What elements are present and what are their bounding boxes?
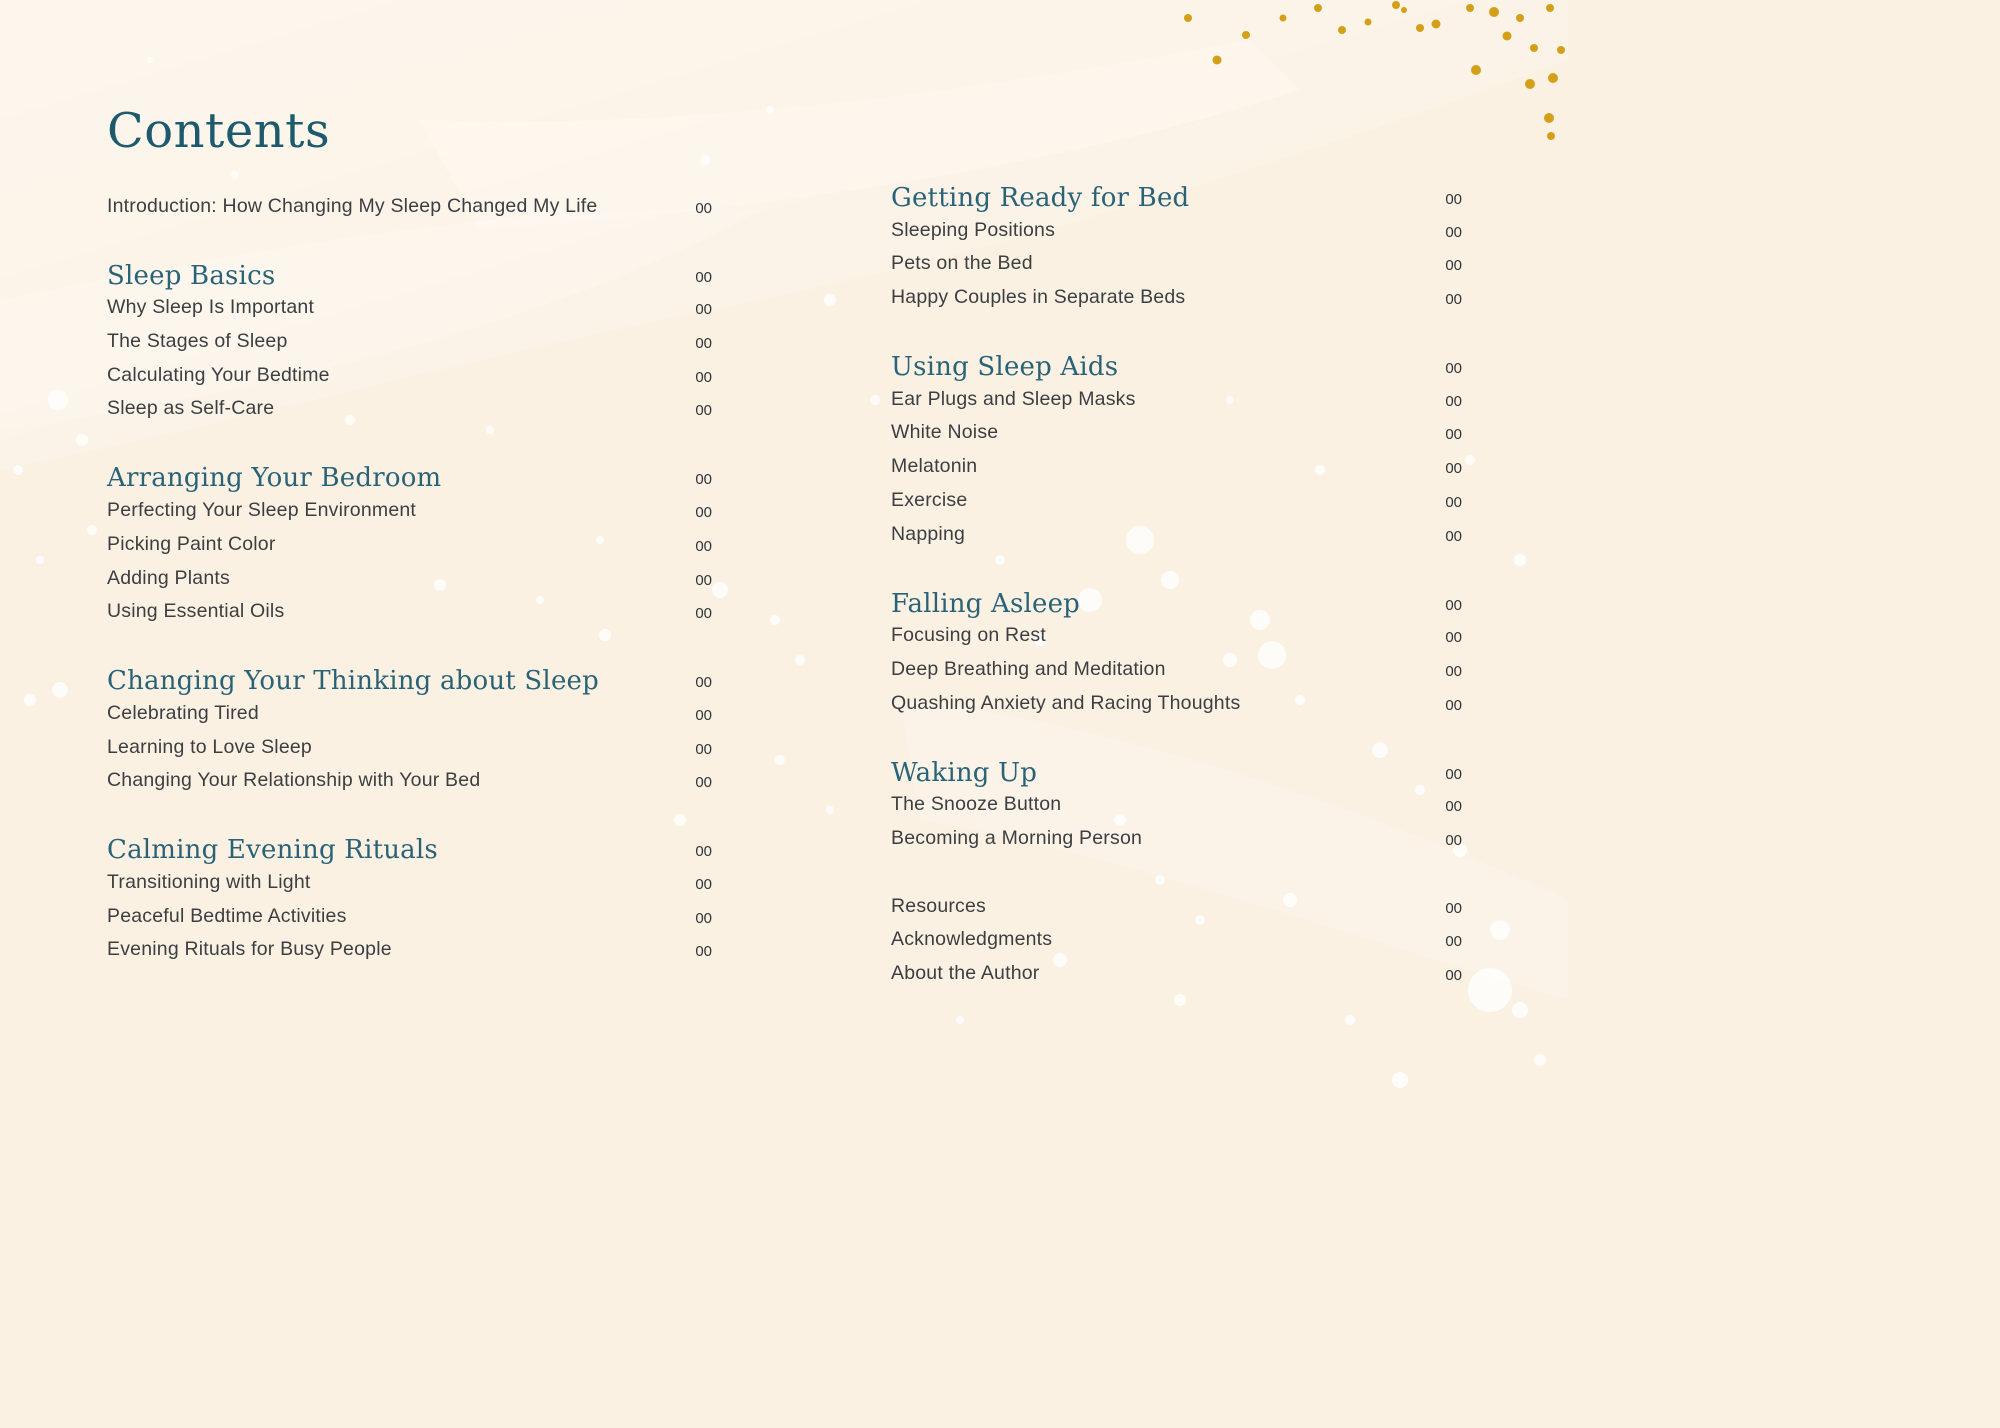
section-title: Changing Your Thinking about Sleep [107,666,599,697]
gold-dot [1548,73,1558,83]
entry-title: Peaceful Bedtime Activities [107,904,347,927]
splatter-dot [87,525,97,535]
gold-dot [1432,20,1441,29]
gold-dot [1471,65,1481,75]
splatter-dot [1514,554,1526,566]
splatter-dot [956,1016,964,1024]
section-title: Waking Up [891,757,1038,788]
entry-title: Adding Plants [107,566,230,589]
page-number: 00 [695,605,712,623]
gold-dot [1242,31,1250,39]
toc-entry[interactable] [891,450,1462,484]
splatter-dot [1345,1015,1355,1025]
splatter-dot [795,655,805,665]
page-number: 00 [1445,831,1462,849]
toc-entry[interactable] [891,214,1462,248]
entry-title: Napping [891,522,966,545]
splatter-dot [775,755,785,765]
page-number: 00 [695,843,712,861]
page-number: 00 [695,909,712,927]
entry-title: The Stages of Sleep [107,330,288,353]
splatter-dot [824,294,836,306]
toc-entry[interactable] [107,934,712,968]
entry-title: Quashing Anxiety and Racing Thoughts [891,691,1241,714]
page-number: 00 [695,774,712,792]
section-spacer [891,552,1462,586]
gold-dot [1416,24,1424,32]
entry-title: Transitioning with Light [107,870,311,893]
splatter-dot [1534,1054,1546,1066]
toc-entry[interactable] [891,383,1462,417]
page-number: 00 [1445,899,1462,917]
section-spacer [891,315,1462,349]
page-number: 00 [1445,460,1462,478]
page-number: 00 [1445,392,1462,410]
page-number: 00 [1445,291,1462,309]
splatter-dot [48,390,68,410]
toc-entry[interactable] [891,620,1462,654]
toc-entry[interactable] [107,190,712,224]
page-number: 00 [695,368,712,386]
toc-entry[interactable] [891,417,1462,451]
entry-title: Ear Plugs and Sleep Masks [891,387,1136,410]
entry-title: Learning to Love Sleep [107,735,312,758]
entry-title: Exercise [891,488,968,511]
page-number: 00 [695,943,712,961]
splatter-dot [770,615,780,625]
entry-title: Perfecting Your Sleep Environment [107,499,417,522]
toc-section-heading[interactable] [891,349,1462,383]
splatter-dot [13,465,23,475]
gold-dot [1280,15,1287,22]
toc-entry[interactable] [107,866,712,900]
toc-entry[interactable] [107,292,712,326]
toc-entry[interactable] [891,281,1462,315]
toc-entry[interactable] [891,924,1462,958]
splatter-dot [766,106,774,114]
toc-section-heading[interactable] [107,258,712,292]
section-spacer [107,426,712,460]
toc-entry[interactable] [891,518,1462,552]
page-number: 00 [695,335,712,353]
page-number: 00 [1445,662,1462,680]
toc-entry[interactable] [891,248,1462,282]
gold-dot [1401,7,1407,13]
page-number: 00 [1445,257,1462,275]
entry-title: Sleep as Self-Care [107,397,275,420]
gold-dot [1516,14,1524,22]
gold-dot [1184,14,1192,22]
entry-title: Why Sleep Is Important [107,296,315,319]
splatter-dot [76,434,88,446]
section-spacer [891,856,1462,890]
page-number: 00 [695,674,712,692]
gold-dot [1213,56,1222,65]
toc-entry[interactable] [107,494,712,528]
splatter-dot [1490,920,1510,940]
gold-dot [1314,4,1322,12]
toc-section-heading[interactable] [107,460,712,494]
page-number: 00 [1445,223,1462,241]
gold-dot [1503,32,1512,41]
gold-dot [1557,46,1565,54]
splatter-dot [826,806,834,814]
section-title: Falling Asleep [891,588,1081,619]
toc-entry[interactable] [107,393,712,427]
toc-entry[interactable] [891,822,1462,856]
toc-entry[interactable] [891,957,1462,991]
toc-entry[interactable] [107,697,712,731]
toc-section-heading[interactable] [891,755,1462,789]
toc-right-column [891,180,1462,991]
splatter-dot [52,682,68,698]
section-spacer [891,721,1462,755]
splatter-dot [1174,994,1186,1006]
toc-section-heading[interactable] [891,180,1462,214]
entry-title: About the Author [891,962,1040,984]
page-number: 00 [695,740,712,758]
toc-entry[interactable] [891,484,1462,518]
entry-title: Pets on the Bed [891,252,1033,275]
page-number: 00 [1445,798,1462,816]
splatter-dot [1465,455,1475,465]
toc-section-heading[interactable] [107,832,712,866]
page-number: 00 [695,504,712,522]
entry-title: White Noise [891,421,999,444]
entry-title: Sleeping Positions [891,218,1056,241]
gold-dot [1365,19,1372,26]
toc-entry[interactable] [107,765,712,799]
page-number: 00 [695,301,712,319]
page-number: 00 [695,402,712,420]
entry-title: The Snooze Button [891,793,1062,816]
entry-title: Evening Rituals for Busy People [107,938,392,961]
splatter-dot [712,582,728,598]
section-spacer [107,798,712,832]
page-number: 00 [1445,360,1462,378]
page-number: 00 [1445,191,1462,208]
toc-entry[interactable] [891,789,1462,823]
page-number: 00 [695,471,712,489]
splatter-dot [1468,968,1512,1012]
section-spacer [107,224,712,258]
section-title: Using Sleep Aids [891,352,1119,383]
toc-section-heading[interactable] [107,663,712,697]
toc-entry[interactable] [107,325,712,359]
gold-dot [1530,44,1538,52]
entry-title: Acknowledgments [891,928,1053,951]
page-number: 00 [695,706,712,724]
toc-entry[interactable] [107,731,712,765]
splatter-dot [231,171,239,179]
splatter-dot [1512,1002,1528,1018]
page-number: 00 [1445,765,1462,783]
splatter-dot [700,155,710,165]
page-number: 00 [695,537,712,555]
entry-title: Resources [891,894,987,917]
gold-dot [1546,4,1554,12]
section-title: Sleep Basics [107,260,276,291]
gold-dot [1525,79,1535,89]
page-number: 00 [1445,426,1462,444]
toc-entry[interactable] [107,359,712,393]
page-number: 00 [1445,527,1462,545]
page-title: Contents [107,103,331,159]
splatter-dot [147,57,153,63]
splatter-dot [36,556,44,564]
toc-entry[interactable] [107,900,712,934]
entry-title: Calculating Your Bedtime [107,363,330,386]
toc-entry[interactable] [891,653,1462,687]
toc-entry[interactable] [891,890,1462,924]
page-number: 00 [1445,933,1462,951]
toc-section-heading[interactable] [891,586,1462,620]
entry-title: Celebrating Tired [107,701,259,724]
entry-title: Happy Couples in Separate Beds [891,286,1186,309]
page-number: 00 [1445,696,1462,714]
page-number: 00 [695,268,712,286]
toc-left-column [107,190,712,967]
entry-title: Using Essential Oils [107,600,285,623]
page-number: 00 [695,571,712,589]
entry-title: Focusing on Rest [891,624,1046,647]
gold-dot [1489,7,1499,17]
page-number: 00 [1445,967,1462,984]
entry-title: Picking Paint Color [107,532,276,555]
toc-entry[interactable] [891,687,1462,721]
entry-title: Changing Your Relationship with Your Bed [107,769,481,792]
section-title: Getting Ready for Bed [891,183,1190,213]
page-number: 00 [695,875,712,893]
gold-dot [1392,1,1400,9]
section-title: Calming Evening Rituals [107,835,438,866]
gold-dot [1466,4,1474,12]
entry-title: Becoming a Morning Person [891,826,1143,849]
page-number: 00 [1445,596,1462,614]
toc-entry[interactable] [107,562,712,596]
toc-entry[interactable] [107,528,712,562]
page-number: 00 [1445,493,1462,511]
gold-dot [1547,132,1555,140]
page-number: 00 [695,199,712,217]
gold-dot [1544,113,1554,123]
entry-title: Melatonin [891,455,978,478]
toc-entry[interactable] [107,596,712,630]
splatter-dot [1392,1072,1408,1088]
page-number: 00 [1445,629,1462,647]
entry-title: Introduction: How Changing My Sleep Changed My Life [107,194,598,217]
entry-title: Deep Breathing and Meditation [891,657,1166,680]
gold-dot [1338,26,1346,34]
section-spacer [107,629,712,663]
splatter-dot [24,694,36,706]
section-title: Arranging Your Bedroom [107,463,442,494]
splatter-dot [870,395,880,405]
